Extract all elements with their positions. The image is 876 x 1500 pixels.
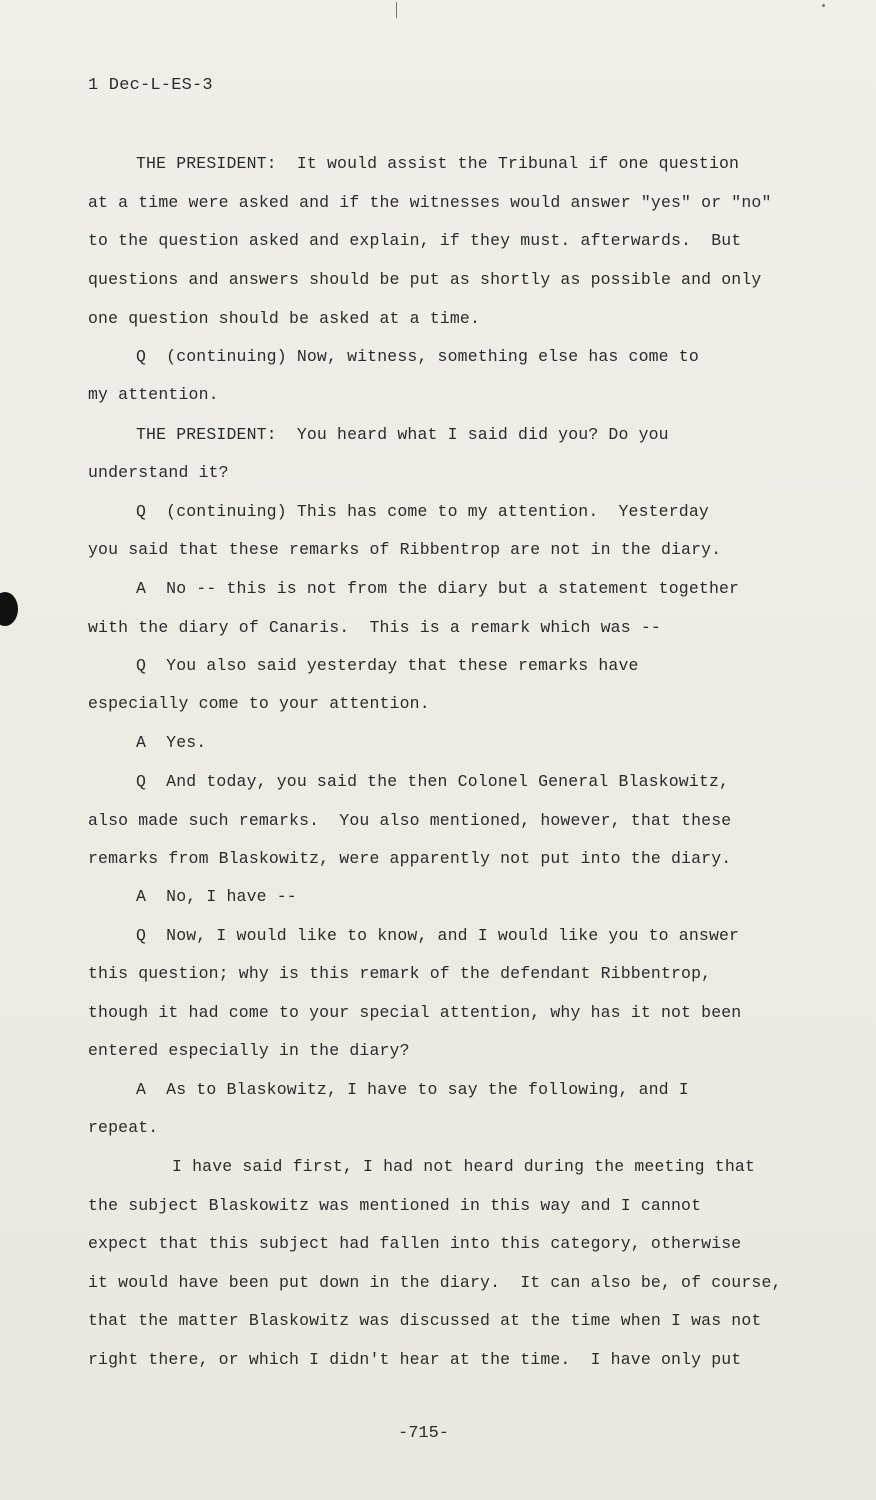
text-line: A No, I have --: [136, 887, 297, 906]
text-line: that the matter Blaskowitz was discussed at the time when I was not: [88, 1311, 762, 1330]
text-line: Q (continuing) This has come to my attention. Yesterday: [136, 502, 709, 521]
text-line: repeat.: [88, 1118, 159, 1137]
text-line: to the question asked and explain, if they must. afterwards. But: [88, 231, 742, 250]
corner-speck: [822, 4, 825, 7]
text-line: one question should be asked at a time.: [88, 309, 481, 328]
text-line: A As to Blaskowitz, I have to say the following, and I: [136, 1080, 689, 1099]
text-line: you said that these remarks of Ribbentrop are not in the diary.: [88, 540, 722, 559]
text-line: my attention.: [88, 385, 219, 404]
page-number: -715-: [398, 1424, 450, 1443]
text-line: also made such remarks. You also mentioned, however, that these: [88, 811, 732, 830]
text-line: Q Now, I would like to know, and I would like you to answer: [136, 926, 740, 945]
text-line: THE PRESIDENT: It would assist the Tribunal if one question: [136, 154, 740, 173]
text-line: A No -- this is not from the diary but a statement together: [136, 579, 740, 598]
text-line: questions and answers should be put as shortly as possible and only: [88, 270, 762, 289]
top-tick-mark: [396, 2, 397, 18]
text-line: THE PRESIDENT: You heard what I said did you? Do you: [136, 425, 669, 444]
text-line: Q And today, you said the then Colonel General Blaskowitz,: [136, 772, 730, 791]
text-line: right there, or which I didn't hear at the time. I have only put: [88, 1350, 742, 1369]
text-line: it would have been put down in the diary. It can also be, of course,: [88, 1273, 782, 1292]
text-line: understand it?: [88, 463, 229, 482]
text-line: Q You also said yesterday that these remarks have: [136, 656, 639, 675]
text-line: especially come to your attention.: [88, 694, 430, 713]
text-line: the subject Blaskowitz was mentioned in this way and I cannot: [88, 1196, 702, 1215]
text-line: I have said first, I had not heard during the meeting that: [172, 1157, 755, 1176]
text-line: at a time were asked and if the witnesses would answer "yes" or "no": [88, 193, 772, 212]
text-line: Q (continuing) Now, witness, something else has come to: [136, 347, 699, 366]
text-line: this question; why is this remark of the defendant Ribbentrop,: [88, 964, 712, 983]
punch-hole: [0, 592, 18, 626]
text-line: remarks from Blaskowitz, were apparently not put into the diary.: [88, 849, 732, 868]
text-line: though it had come to your special attention, why has it not been: [88, 1003, 742, 1022]
text-line: A Yes.: [136, 733, 207, 752]
document-header: 1 Dec-L-ES-3: [88, 76, 213, 95]
text-line: expect that this subject had fallen into this category, otherwise: [88, 1234, 742, 1253]
text-line: with the diary of Canaris. This is a remark which was --: [88, 618, 661, 637]
text-line: entered especially in the diary?: [88, 1041, 410, 1060]
